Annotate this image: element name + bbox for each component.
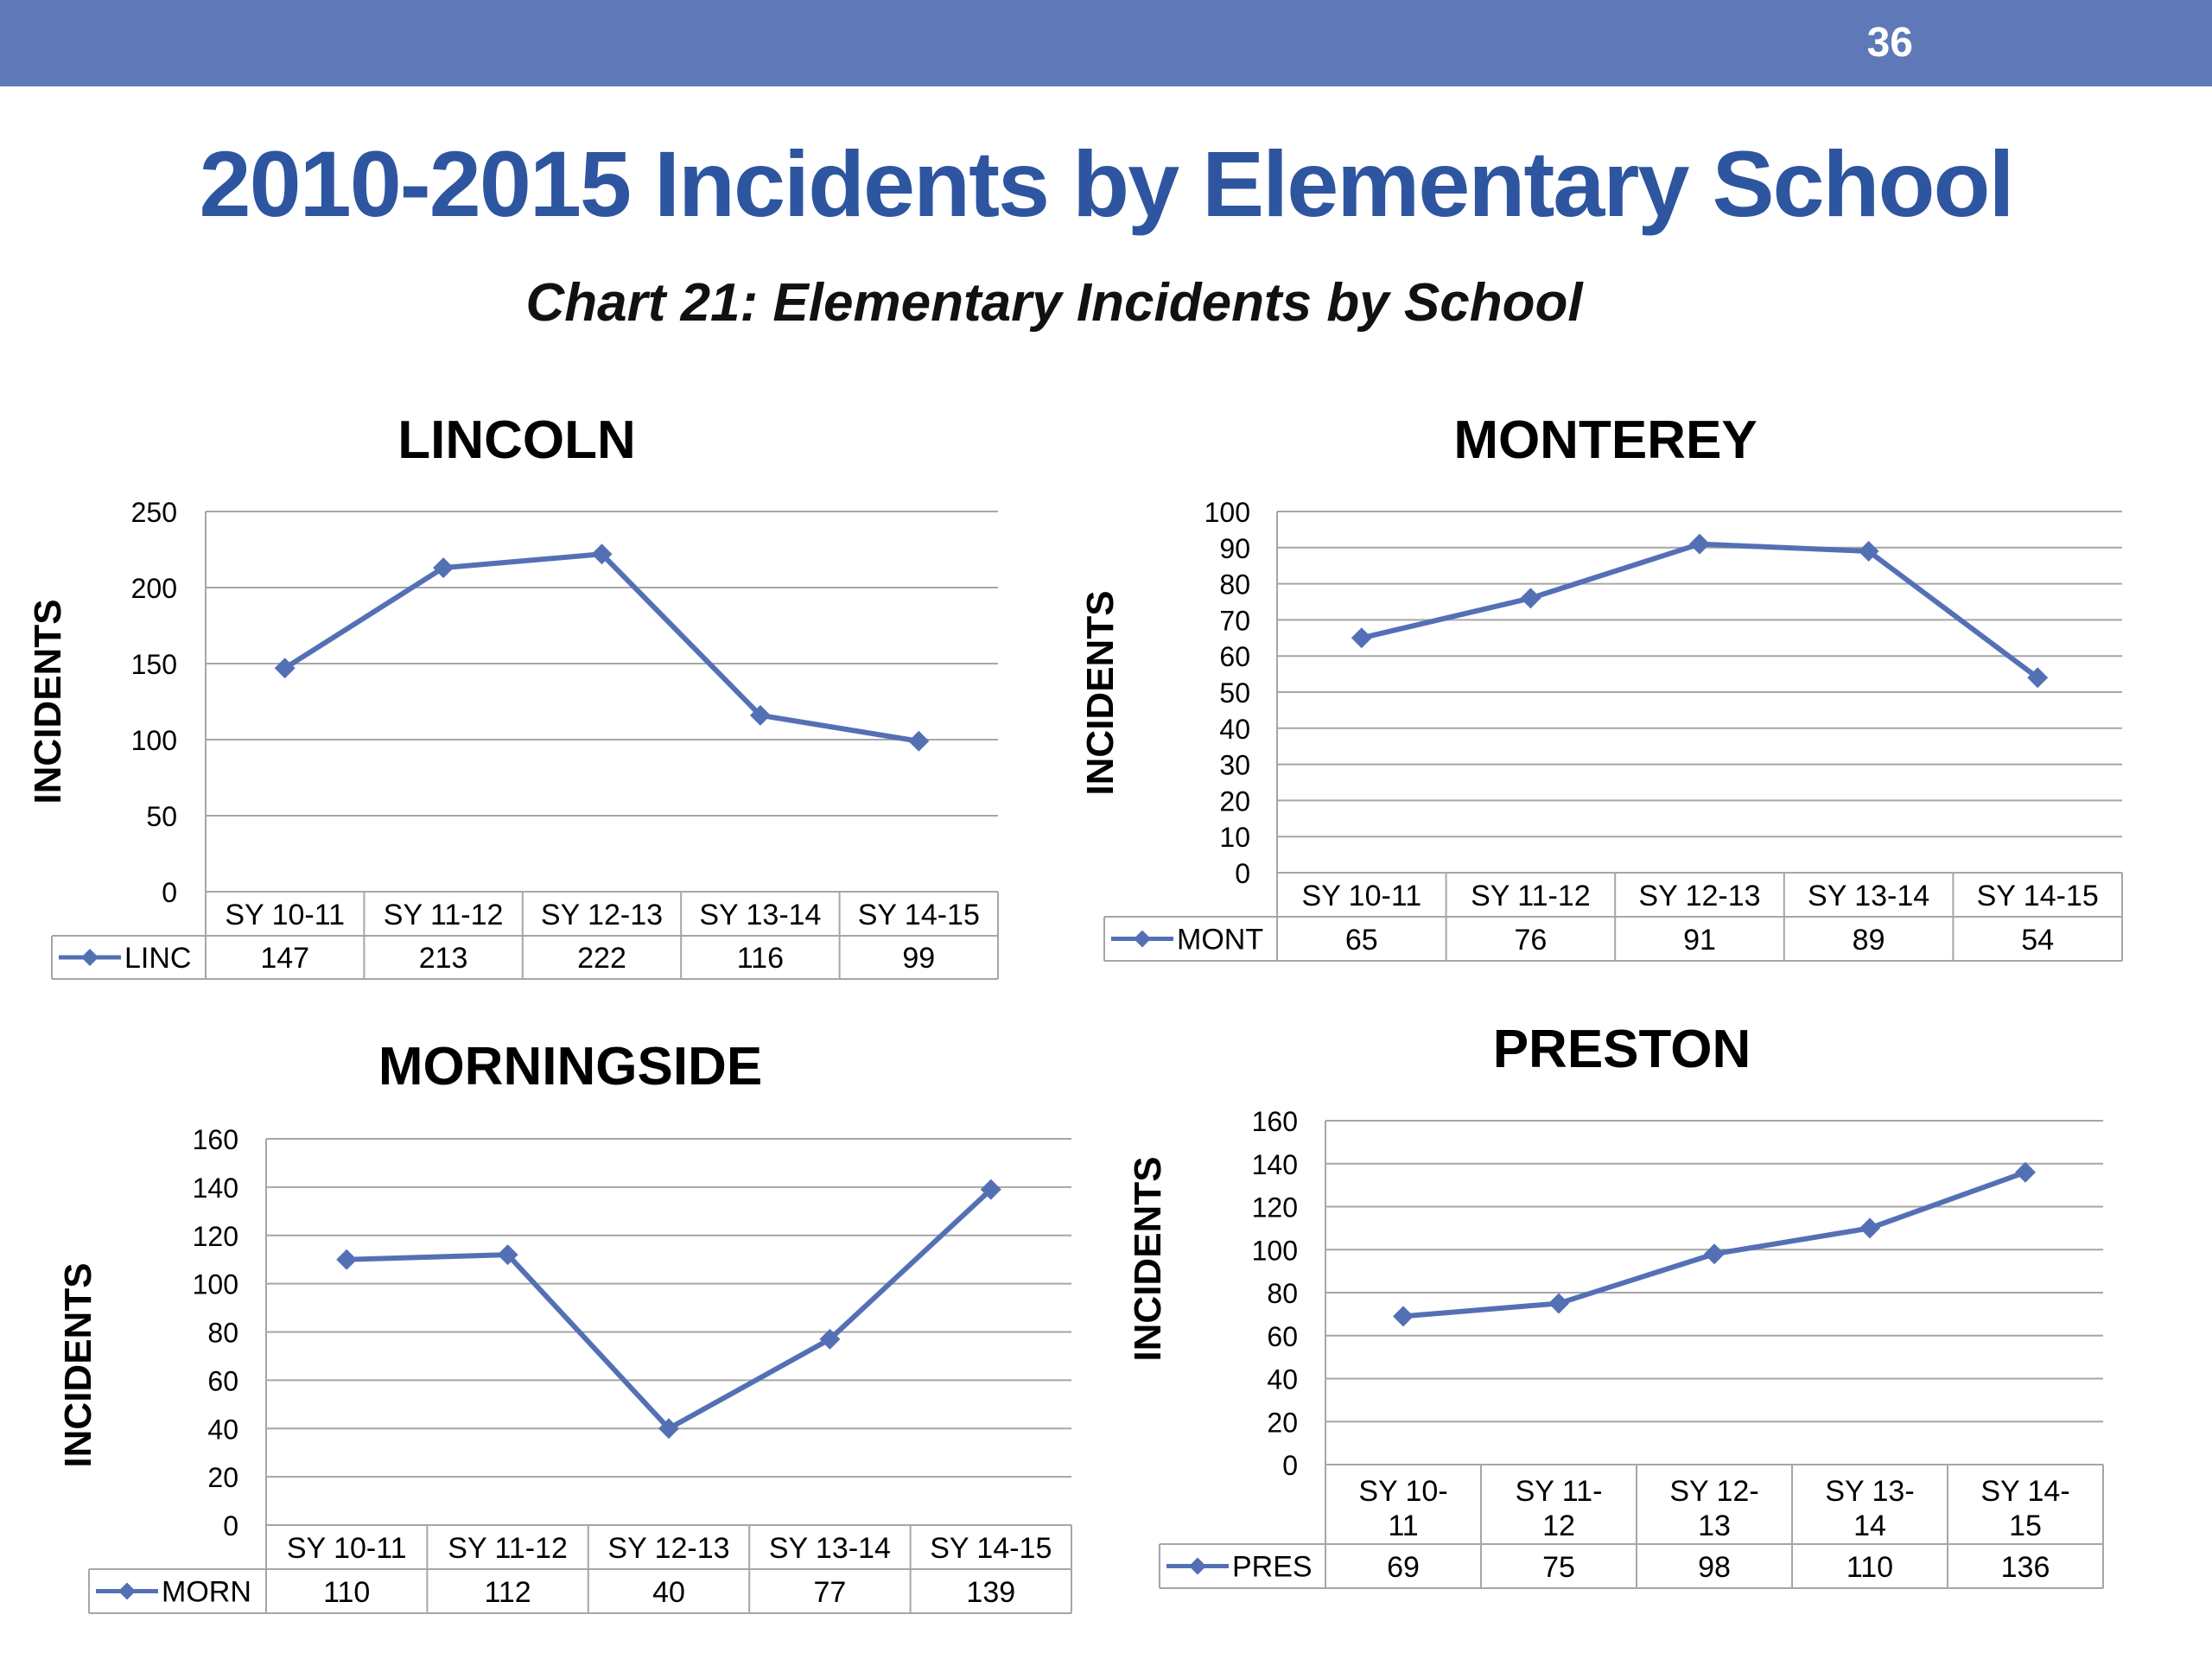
y-axis-label: INCIDENTS [27, 599, 69, 804]
category-label: 14 [1853, 1510, 1886, 1542]
chart-title: LINCOLN [397, 410, 636, 470]
data-value-label: 139 [966, 1576, 1016, 1609]
y-tick-label: 250 [130, 497, 177, 528]
y-tick-label: 80 [1267, 1278, 1298, 1309]
data-point [336, 1249, 357, 1270]
chart-monterey [1079, 410, 2122, 961]
y-tick-label: 120 [192, 1220, 238, 1252]
y-tick-label: 90 [1219, 532, 1250, 564]
data-value-label: 40 [652, 1576, 685, 1609]
y-tick-label: 0 [1282, 1450, 1298, 1481]
category-label: SY 14- [1980, 1475, 2070, 1508]
data-table [52, 892, 998, 979]
category-label: SY 10- [1358, 1475, 1448, 1508]
data-point [1689, 534, 1710, 555]
page-title: 2010-2015 Incidents by Elementary School [199, 131, 2013, 236]
y-tick-label: 30 [1219, 749, 1250, 781]
y-axis-label: INCIDENTS [57, 1262, 99, 1468]
data-point [1351, 627, 1372, 648]
y-tick-label: 120 [1251, 1192, 1298, 1224]
data-point [908, 731, 929, 752]
data-value-label: 89 [1852, 924, 1885, 957]
data-value-label: 98 [1698, 1551, 1731, 1584]
chart-subtitle: Chart 21: Elementary Incidents by School [525, 273, 1583, 333]
data-value-label: 110 [1846, 1551, 1894, 1584]
category-label: SY 10-11 [286, 1532, 407, 1565]
chart-preston [1127, 1020, 2103, 1588]
legend-marker [1134, 931, 1151, 948]
legend-label: LINC [124, 942, 192, 975]
data-value-label: 54 [2021, 924, 2055, 957]
data-point [2015, 1162, 2036, 1183]
data-value-label: 77 [813, 1576, 847, 1609]
category-label: SY 12- [1669, 1475, 1759, 1508]
chart-lincoln [27, 410, 998, 979]
series-line [285, 554, 919, 741]
y-tick-label: 10 [1219, 822, 1250, 854]
legend-marker [1189, 1558, 1206, 1575]
data-value-label: 65 [1344, 924, 1378, 957]
data-table [1160, 1465, 2103, 1588]
y-tick-label: 70 [1219, 605, 1250, 637]
category-label: SY 11-12 [383, 899, 504, 931]
y-tick-label: 140 [192, 1172, 238, 1204]
data-value-label: 110 [323, 1576, 371, 1609]
y-tick-label: 20 [1267, 1407, 1298, 1439]
category-label: SY 11-12 [448, 1532, 568, 1565]
category-label: SY 13- [1825, 1475, 1915, 1508]
y-tick-label: 40 [1267, 1363, 1298, 1395]
y-tick-label: 60 [1267, 1320, 1298, 1352]
data-value-label: 116 [736, 942, 785, 975]
y-tick-label: 140 [1251, 1148, 1298, 1180]
y-tick-label: 160 [1251, 1106, 1298, 1137]
data-value-label: 136 [2000, 1551, 2050, 1584]
y-tick-label: 50 [146, 801, 177, 832]
chart-morningside [57, 1037, 1071, 1613]
category-label: SY 10-11 [1301, 880, 1422, 912]
data-value-label: 213 [418, 942, 468, 975]
y-tick-label: 50 [1219, 677, 1250, 709]
data-value-label: 99 [902, 942, 936, 975]
category-label: 11 [1388, 1510, 1419, 1542]
data-value-label: 147 [260, 942, 310, 975]
data-point [1859, 1217, 1880, 1238]
y-tick-label: 100 [130, 725, 177, 756]
y-tick-label: 80 [1219, 569, 1250, 601]
category-label: 13 [1698, 1510, 1731, 1542]
y-tick-label: 40 [207, 1414, 238, 1446]
data-table [1104, 873, 2122, 961]
y-tick-label: 20 [1219, 785, 1250, 817]
chart-title: PRESTON [1492, 1020, 1751, 1079]
data-point [1520, 588, 1541, 608]
category-label: SY 11- [1515, 1475, 1603, 1508]
category-label: SY 14-15 [1976, 880, 2099, 912]
y-tick-label: 160 [192, 1124, 238, 1155]
category-label: SY 11-12 [1471, 880, 1591, 912]
legend-label: PRES [1232, 1550, 1313, 1584]
category-label: SY 14-15 [857, 899, 980, 931]
category-label: 12 [1542, 1510, 1575, 1542]
y-tick-label: 0 [162, 877, 177, 908]
category-label: SY 13-14 [768, 1532, 891, 1565]
y-tick-label: 100 [1204, 497, 1250, 528]
data-value-label: 112 [484, 1576, 531, 1609]
y-tick-label: 200 [130, 573, 177, 604]
y-axis-label: INCIDENTS [1079, 590, 1122, 796]
category-label: SY 14-15 [930, 1532, 1052, 1565]
data-value-label: 69 [1387, 1551, 1420, 1584]
series-line [1362, 544, 2037, 678]
y-tick-label: 60 [1219, 641, 1250, 673]
series-line [346, 1190, 991, 1429]
y-tick-label: 0 [223, 1510, 238, 1541]
y-tick-label: 100 [192, 1268, 238, 1300]
data-point [1393, 1306, 1414, 1326]
category-label: SY 12-13 [607, 1532, 730, 1565]
data-point [1704, 1243, 1725, 1264]
y-tick-label: 60 [207, 1365, 238, 1397]
category-label: SY 13-14 [699, 899, 822, 931]
data-value-label: 222 [577, 942, 626, 975]
y-tick-label: 20 [207, 1462, 238, 1494]
category-label: SY 12-13 [1638, 880, 1761, 912]
legend-label: MONT [1177, 923, 1264, 957]
category-label: 15 [2009, 1510, 2042, 1542]
legend-marker [118, 1583, 136, 1600]
y-tick-label: 0 [1235, 858, 1250, 889]
legend-label: MORN [162, 1575, 251, 1609]
data-value-label: 75 [1542, 1551, 1575, 1584]
y-tick-label: 150 [130, 649, 177, 680]
page-number: 36 [1866, 20, 1913, 66]
data-value-label: 76 [1514, 924, 1548, 957]
chart-title: MORNINGSIDE [378, 1037, 763, 1096]
data-point [1548, 1293, 1569, 1313]
category-label: SY 12-13 [540, 899, 664, 931]
category-label: SY 10-11 [225, 899, 346, 931]
y-axis-label: INCIDENTS [1127, 1156, 1169, 1362]
y-tick-label: 100 [1251, 1235, 1298, 1267]
y-tick-label: 40 [1219, 713, 1250, 745]
y-tick-label: 80 [207, 1317, 238, 1349]
legend-marker [81, 949, 99, 966]
category-label: SY 13-14 [1808, 880, 1930, 912]
chart-title: MONTEREY [1453, 410, 1758, 470]
data-value-label: 91 [1683, 924, 1716, 957]
